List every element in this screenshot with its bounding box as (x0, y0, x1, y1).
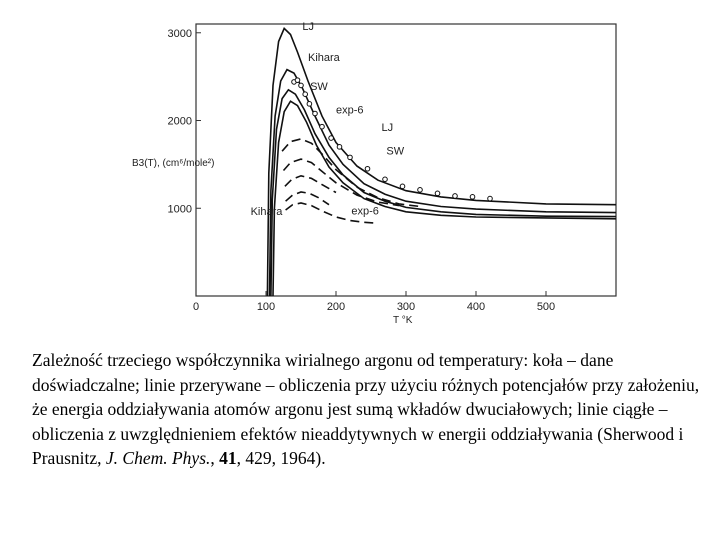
data-point (295, 78, 300, 83)
data-point (320, 124, 325, 129)
curve-label: exp-6 (351, 205, 379, 218)
y-tick-label: 3000 (167, 27, 192, 40)
data-point (470, 195, 475, 200)
dashed-line-kihara (286, 192, 329, 205)
solid-line-lj (267, 28, 616, 296)
data-point (383, 177, 388, 182)
solid-line-sw (271, 90, 616, 296)
caption-journal: J. Chem. Phys. (105, 448, 211, 468)
y-tick-label: 1000 (167, 203, 192, 216)
x-tick-label: 0 (192, 301, 200, 313)
x-axis-label: T °K (393, 315, 413, 326)
data-point (400, 184, 405, 189)
data-point (488, 196, 493, 201)
curve-label: Kihara (308, 51, 340, 64)
curve-label: exp-6 (336, 104, 364, 117)
data-point (365, 166, 370, 171)
x-tick-label: 100 (256, 301, 276, 313)
x-tick-label: 500 (536, 301, 556, 313)
chart-axes (168, 24, 616, 313)
solid-line-exp-6 (273, 101, 616, 296)
curve-label: LJ (381, 122, 394, 135)
solid-line-kihara (270, 70, 617, 296)
x-tick-label: 200 (326, 301, 346, 313)
data-point (435, 191, 440, 196)
data-point (453, 194, 458, 199)
solid-curves (267, 28, 616, 296)
plot-frame (196, 24, 616, 296)
y-axis-label: B3(T), (cm⁶/mole²) (132, 158, 215, 169)
curve-label: Kihara (250, 205, 283, 218)
figure-caption (32, 348, 702, 471)
x-tick-label: 300 (396, 301, 416, 313)
data-point (337, 145, 342, 150)
curve-label: LJ (302, 21, 315, 34)
curve-label: SW (386, 145, 405, 158)
data-point (329, 136, 334, 141)
caption-rest: , 429, 1964). (236, 448, 326, 468)
dashed-line-series-2 (285, 176, 336, 193)
caption-main: Zależność trzeciego współczynnika wirialnego argonu od temperatury: koła – dane doświadczalne; linie przerywane – obliczenia przy użyciu różnych potencjałów przy założeniu, że energia oddziaływania atomów argonu jest sumą wkładów dwuciałowych; linie ciągłe – obliczenia z uwzględnieniem efektów nieaddytywnych w energii oddziaływania (Sherwood i Prausnitz, (32, 350, 700, 468)
curve-label: SW (310, 80, 328, 93)
data-point (299, 83, 304, 88)
data-point (307, 102, 312, 107)
caption-volume: 41 (219, 448, 237, 468)
data-point (418, 188, 423, 193)
y-tick-label: 2000 (167, 115, 192, 128)
data-point (348, 155, 353, 160)
experimental-points (292, 78, 493, 201)
data-point (303, 92, 308, 97)
caption-sep: , (210, 448, 220, 468)
data-point (313, 111, 318, 116)
x-tick-label: 400 (466, 301, 486, 313)
